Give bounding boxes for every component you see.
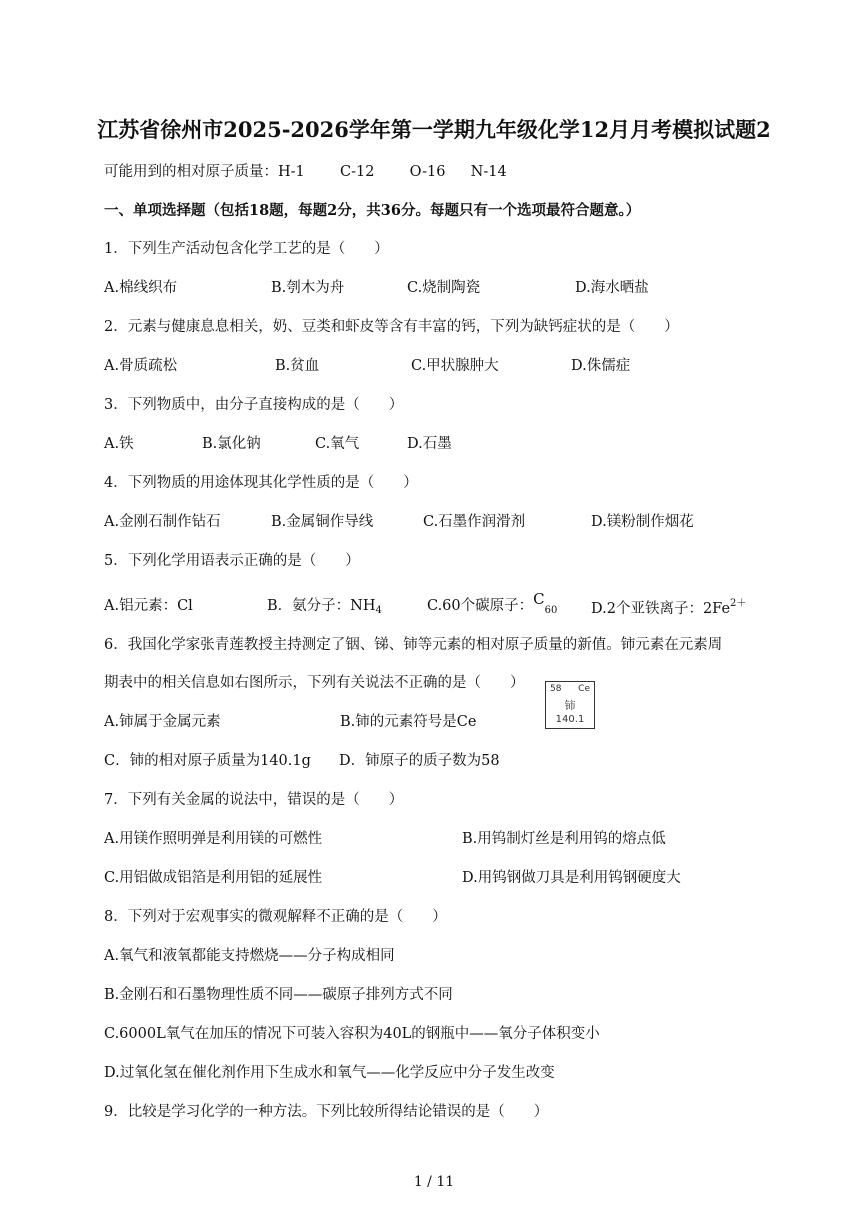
q2-option-c: C.甲状腺肿大 xyxy=(411,358,499,374)
q6-option-a: A.铈属于金属元素 xyxy=(104,714,221,730)
q3-option-d: D.石墨 xyxy=(407,436,452,452)
atomic-masses xyxy=(104,160,507,181)
q2-option-b: B.贫血 xyxy=(275,358,320,374)
question-8-stem: 8．下列对于宏观事实的微观解释不正确的是（ ） xyxy=(104,909,447,925)
atomic-mass-n: N-14 xyxy=(470,164,507,180)
atomic-mass-o: O-16 xyxy=(409,164,446,180)
q2-option-d: D.侏儒症 xyxy=(571,358,631,374)
q7-option-d: D.用钨钢做刀具是利用钨钢硬度大 xyxy=(462,870,681,886)
q5-option-c-subscript: 60 xyxy=(544,605,558,616)
q6-option-b: B.铈的元素符号是Ce xyxy=(340,714,477,730)
q1-option-c: C.烧制陶瓷 xyxy=(407,280,481,296)
q5-option-d-text: D.2个亚铁离子： xyxy=(591,601,703,617)
q1-option-b: B.刳木为舟 xyxy=(271,280,345,296)
q6-option-d: D．铈原子的质子数为58 xyxy=(339,753,500,769)
q5-option-c-formula: C xyxy=(533,590,545,608)
q6-option-c: C．铈的相对原子质量为140.1g xyxy=(104,753,311,769)
q3-option-a: A.铁 xyxy=(104,436,134,452)
element-atomic-number: 58 xyxy=(550,684,562,694)
periodic-table-cell xyxy=(545,681,595,729)
q5-option-b-text: B．氨分子：NH xyxy=(267,598,376,614)
atomic-mass-c: C-12 xyxy=(340,164,375,180)
question-3-stem: 3．下列物质中，由分子直接构成的是（ ） xyxy=(104,397,404,413)
q5-option-b xyxy=(267,594,382,616)
q8-option-c: C.6000L氧气在加压的情况下可装入容积为40L的钢瓶中——氧分子体积变小 xyxy=(104,1026,600,1042)
page-title: 江苏省徐州市2025-2026学年第一学期九年级化学12月月考模拟试题2 xyxy=(97,117,771,142)
q8-option-a: A.氧气和液氧都能支持燃烧——分子构成相同 xyxy=(104,948,395,964)
question-9-stem: 9．比较是学习化学的一种方法。下列比较所得结论错误的是（ ） xyxy=(104,1104,549,1120)
q5-option-c-text: C.60个碳原子： xyxy=(427,598,534,614)
q3-option-b: B.氯化钠 xyxy=(202,436,261,452)
atomic-masses-label: 可能用到的相对原子质量：H-1 xyxy=(104,164,305,180)
q8-option-d: D.过氧化氢在催化剂作用下生成水和氧气——化学反应中分子发生改变 xyxy=(104,1065,555,1081)
q5-option-d xyxy=(591,594,746,618)
q4-option-a: A.金刚石制作钻石 xyxy=(104,514,221,530)
q4-option-d: D.镁粉制作烟花 xyxy=(591,514,694,530)
question-1-stem: 1．下列生产活动包含化学工艺的是（ ） xyxy=(104,241,389,257)
q8-option-b: B.金刚石和石墨物理性质不同——碳原子排列方式不同 xyxy=(104,987,453,1003)
element-name: 铈 xyxy=(564,699,576,712)
question-4-stem: 4．下列物质的用途体现其化学性质的是（ ） xyxy=(104,475,418,491)
page-number: 1 / 11 xyxy=(413,1174,455,1190)
q4-option-b: B.金属铜作导线 xyxy=(271,514,374,530)
q3-option-c: C.氧气 xyxy=(315,436,360,452)
q2-option-a: A.骨质疏松 xyxy=(104,358,178,374)
question-6-stem-line2: 期表中的相关信息如右图所示，下列有关说法不正确的是（ ） xyxy=(104,675,525,691)
q7-option-b: B.用钨制灯丝是利用钨的熔点低 xyxy=(462,831,666,847)
q7-option-c: C.用铝做成铝箔是利用铝的延展性 xyxy=(104,870,323,886)
q7-option-a: A.用镁作照明弹是利用镁的可燃性 xyxy=(104,831,323,847)
question-7-stem: 7．下列有关金属的说法中，错误的是（ ） xyxy=(104,792,404,808)
question-5-stem: 5．下列化学用语表示正确的是（ ） xyxy=(104,553,360,569)
q4-option-c: C.石墨作润滑剂 xyxy=(423,514,526,530)
q5-option-d-superscript: 2＋ xyxy=(730,598,747,609)
question-2-stem: 2．元素与健康息息相关，奶、豆类和虾皮等含有丰富的钙，下列为缺钙症状的是（ ） xyxy=(104,319,679,335)
q5-option-a: A.铝元素：Cl xyxy=(104,598,193,614)
question-6-stem-line1: 6．我国化学家张青莲教授主持测定了铟、锑、铈等元素的相对原子质量的新值。铈元素在元素周 xyxy=(104,637,723,653)
q5-option-c xyxy=(427,590,558,616)
q1-option-a: A.棉线织布 xyxy=(104,280,178,296)
q5-option-b-subscript: 4 xyxy=(375,605,382,616)
q5-option-d-formula: 2Fe xyxy=(702,601,731,617)
section-header: 一、单项选择题（包括18题，每题2分，共36分。每题只有一个选项最符合题意。） xyxy=(104,202,641,219)
element-symbol: Ce xyxy=(578,684,590,694)
q1-option-d: D.海水晒盐 xyxy=(575,280,649,296)
element-atomic-mass: 140.1 xyxy=(555,714,585,725)
